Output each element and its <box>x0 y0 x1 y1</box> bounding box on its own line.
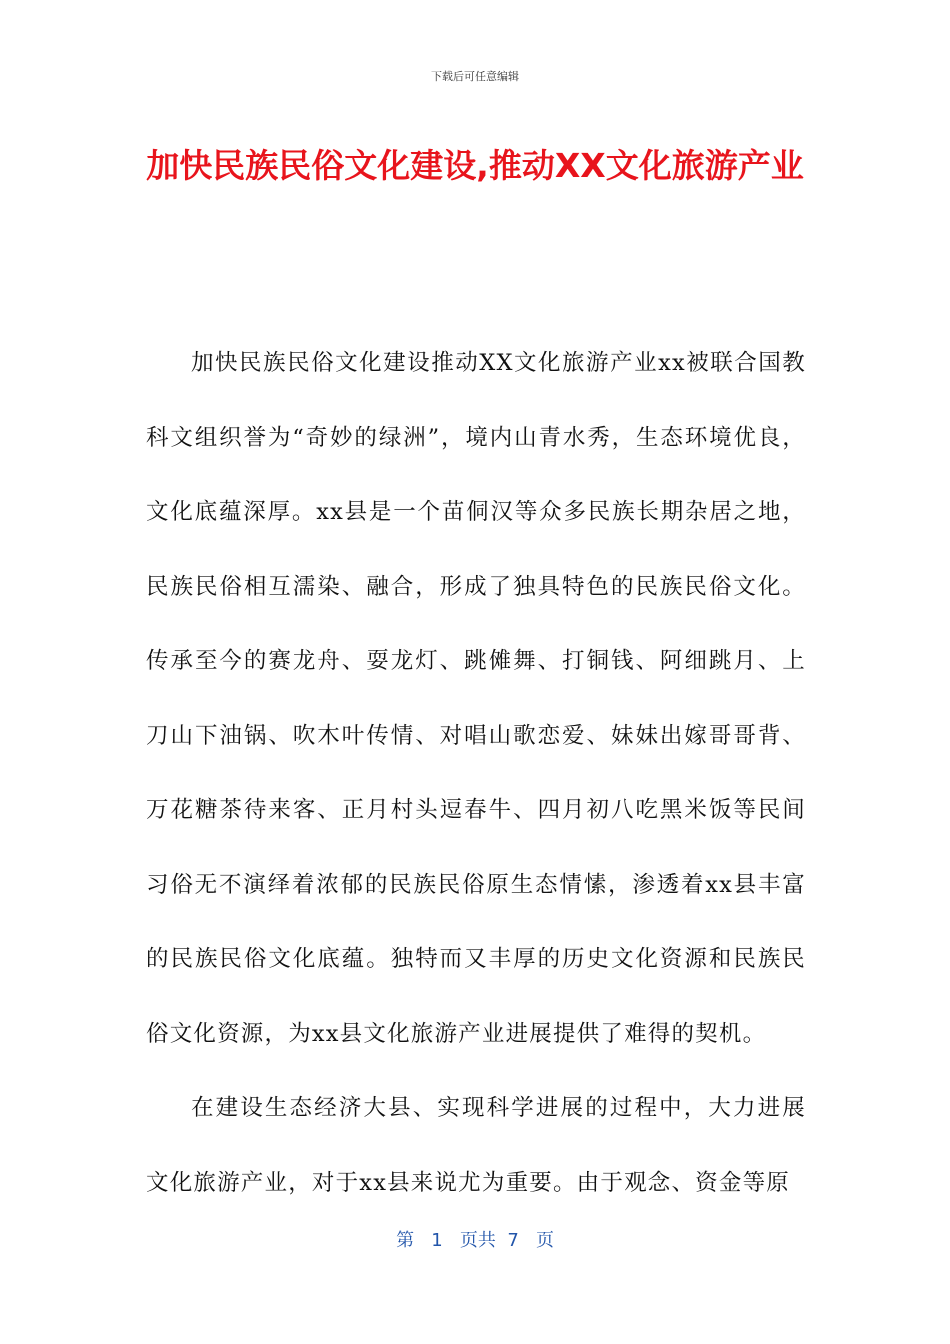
page-footer <box>0 1226 950 1252</box>
document-body <box>146 326 806 1220</box>
paragraph: 加快民族民俗文化建设推动XX文化旅游产业xx被联合国教科文组织誉为“奇妙的绿洲”，境内山青水秀，生态环境优良，文化底蕴深厚。xx县是一个苗侗汉等众多民族长期杂居之地，民族民俗相互濡染、融合，形成了独具特色的民族民俗文化。传承至今的赛龙舟、耍龙灯、跳傩舞、打铜钱、阿细跳月、上刀山下油锅、吹木叶传情、对唱山歌恋爱、妹妹出嫁哥哥背、万花糖茶待来客、正月村头逗春牛、四月初八吃黑米饭等民间习俗无不演绎着浓郁的民族民俗原生态情愫，渗透着xx县丰富的民族民俗文化底蕴。独特而又丰厚的历史文化资源和民族民俗文化资源，为xx县文化旅游产业进展提供了难得的契机。 <box>146 350 806 1047</box>
header-note: 下载后可任意编辑 <box>431 70 519 83</box>
document-title: 加快民族民俗文化建设,推动XX文化旅游产业 <box>146 146 804 185</box>
footer-page-middle: 页共 <box>459 1230 496 1251</box>
paragraph: 在建设生态经济大县、实现科学进展的过程中，大力进展文化旅游产业，对于xx县来说尤为重要。由于观念、资金等原 <box>146 1095 806 1196</box>
footer-page-total: 7 <box>507 1230 519 1251</box>
footer-page-prefix: 第 <box>396 1230 415 1251</box>
footer-page-suffix: 页 <box>535 1230 554 1251</box>
footer-page-number: 1 <box>431 1230 443 1251</box>
